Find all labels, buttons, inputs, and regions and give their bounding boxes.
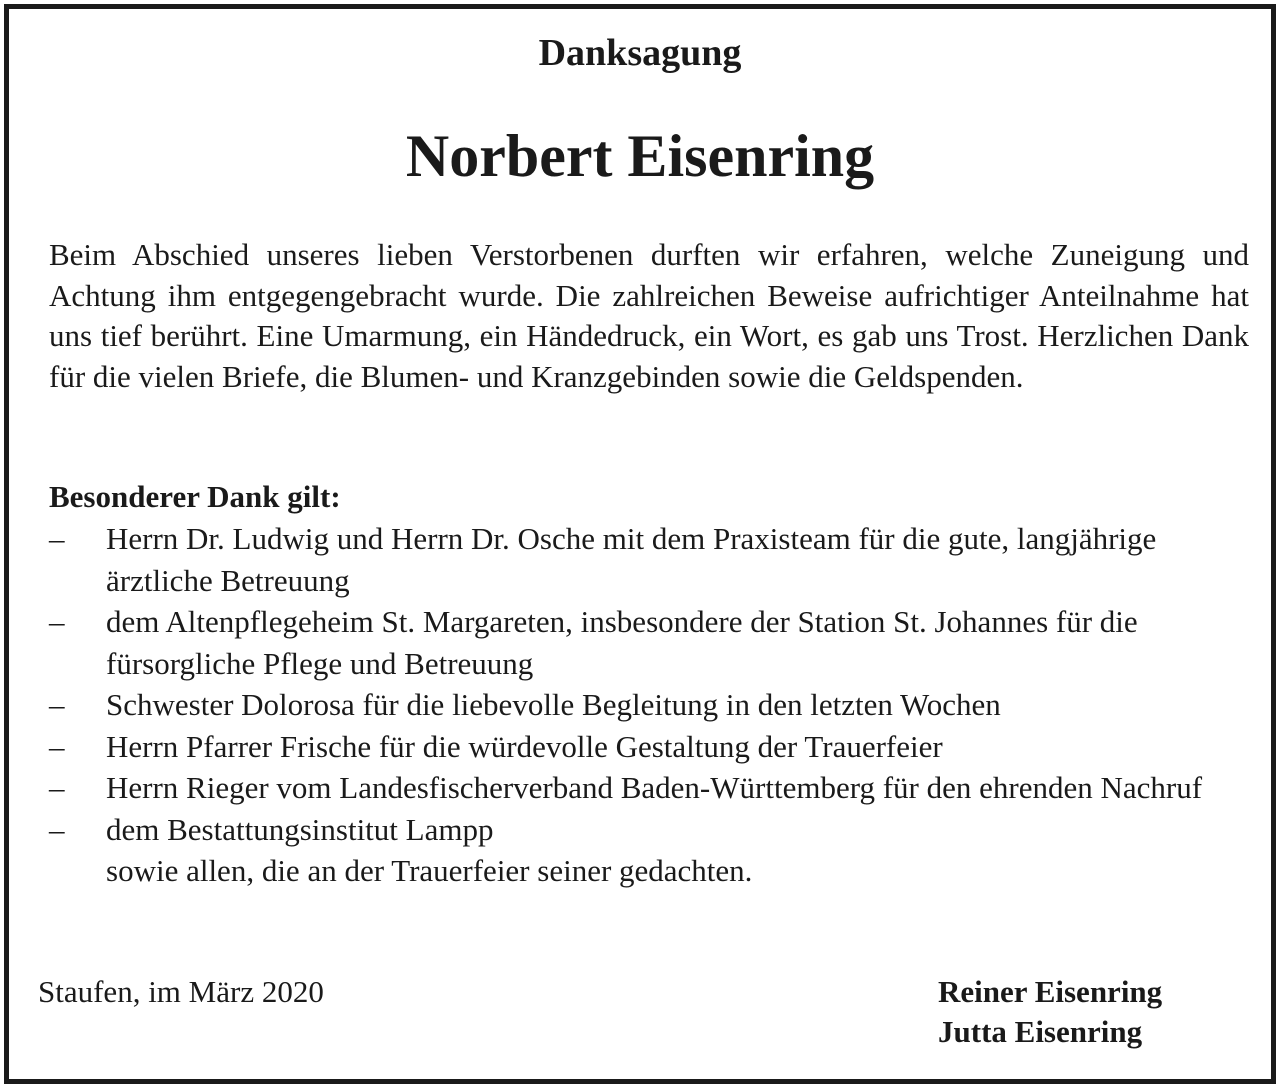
thanks-item-text: dem Bestattungsinstitut Lampp	[106, 811, 494, 847]
dash-marker: –	[49, 687, 65, 722]
signature-name: Reiner Eisenring	[938, 974, 1163, 1009]
notice-card	[4, 4, 1276, 1084]
intro-paragraph: Beim Abschied unseres lieben Verstorbenen durften wir erfahren, welche Zuneigung und Achtung ihm entgegengebracht wurde. Die zahlreichen Beweise aufrichtiger Anteilnahme hat uns tief berührt. Eine Umarmung, ein Händedruck, ein Wort, es gab uns Trost. Herzlichen Dank für die vielen Briefe, die Blumen- und Kranzgebinden sowie die Geldspenden.	[49, 237, 1249, 394]
place-date: Staufen, im März 2020	[38, 974, 324, 1009]
thanks-item	[49, 809, 1249, 892]
thanks-item-text: Schwester Dolorosa für die liebevolle Begleitung in den letzten Wochen	[106, 687, 1001, 722]
thanks-item	[49, 601, 1249, 684]
thanks-item	[49, 767, 1249, 809]
thanks-item-text: dem Altenpflegeheim St. Margareten, insbesondere der Station St. Johannes für die fürsorgliche Pflege und Betreuung	[106, 604, 1138, 681]
notice-heading: Danksagung	[538, 32, 742, 74]
dash-marker: –	[49, 728, 65, 764]
dash-marker: –	[49, 604, 65, 639]
deceased-name: Norbert Eisenring	[405, 123, 875, 189]
thanks-item-text: Herrn Pfarrer Frische für die würdevolle Gestaltung der Trauerfeier	[106, 728, 943, 764]
thanks-item	[49, 518, 1249, 601]
thanks-title: Besonderer Dank gilt:	[49, 479, 341, 514]
signatures	[938, 972, 1162, 1052]
thanks-closing: sowie allen, die an der Trauerfeier seiner gedachten.	[106, 853, 753, 888]
thanks-item	[49, 726, 1249, 768]
dash-marker: –	[49, 770, 65, 805]
thanks-item-text: Herrn Dr. Ludwig und Herrn Dr. Osche mit dem Praxisteam für die gute, langjährige ärztliche Betreuung	[106, 521, 1157, 598]
thanks-list	[49, 518, 1249, 892]
thanks-item-text: Herrn Rieger vom Landesfischerverband Baden-Württemberg für den ehrenden Nachruf	[106, 770, 1203, 805]
signature-name: Jutta Eisenring	[938, 1014, 1143, 1049]
dash-marker: –	[49, 811, 65, 847]
thanks-item	[49, 684, 1249, 726]
dash-marker: –	[49, 521, 65, 556]
